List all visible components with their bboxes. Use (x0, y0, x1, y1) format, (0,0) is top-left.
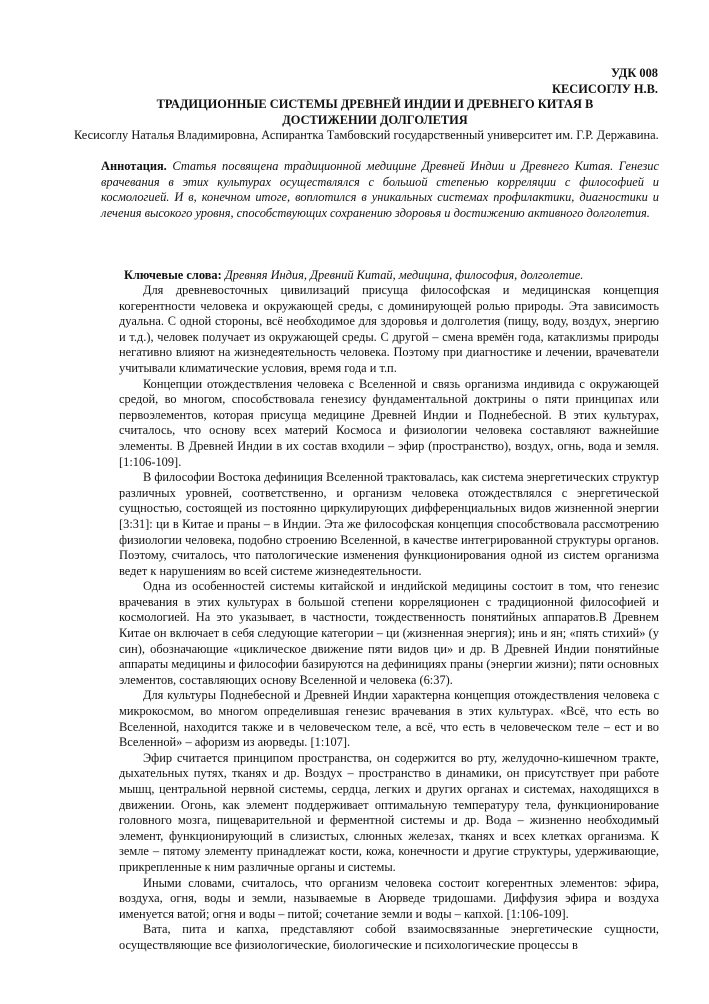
abstract-label: Аннотация. (101, 159, 167, 173)
body-paragraph: Концепции отождествления человека с Вселенной и связь организма индивида с окружающей средой, во многом, способствовала генезису фундаментальной доктрины о пяти принципах или первоэлементов, которая присуща медицине Древней Индии и Поднебесной. В этих культурах, считалось, что основу всех материй Космоса и физиологии человека составляют важнейшие элементы. В Древней Индии в их состав входили – эфир (пространство), воздух, огнь, вода и земля. [1:106-109]. (119, 376, 659, 469)
keywords-text: Древняя Индия, Древний Китай, медицина, философия, долголетие. (224, 268, 584, 282)
body-paragraph: Иными словами, считалось, что организм человека состоит когерентных элементов: эфира, воздуха, огня, воды и земли, называемые в Аюрведе тридошами. Диффузия эфира и воздуха именуется ватой; огня и воды – питой; сочетание земли и воды – капхой. [1:106-109]. (119, 875, 659, 921)
body-paragraph: Вата, пита и капха, представляют собой взаимосвязанные энергетические сущности, осуществляющие все физиологические, биологические и психологические процессы в (119, 922, 659, 952)
body-paragraph: Для древневосточных цивилизаций присуща философская и медицинская концепция когерентности человека и окружающей среды, с доминирующей ролью природы. Эта зависимость дуальна. С одной стороны, всё необходимое для здоровья и долголетия (пищу, воду, воздух, энергию и т.д.), человек получает из окружающей среды. С другой – смена времён года, катаклизмы природы негативно влияют на жизнедеятельность человека. Поэтому при диагностике и лечении, врачеватели учитывали климатические условия, время года и т.п. (119, 283, 659, 375)
keywords-label: Ключевые слова: (124, 268, 222, 282)
keywords (124, 268, 664, 284)
body-paragraph: Одна из особенностей системы китайской и индийской медицины состоит в том, что генезис врачевания в этих культурах в большой степени корреляционен с традиционной философией и космологией. На это указывает, в частности, тождественность понятийных аппаратов.В Древнем Китае он включает в себя следующие категории – ци (жизненная энергия); инь и ян; «пять стихий» (у син), обозначающие «циклическое движение пяти видов ци» и др. В Древней Индии понятийные аппараты медицины и философии базируются на дефинициях праны (энергии жизни); пяти основных элементов, составляющих основу Вселенной и человека (6:37). (119, 579, 659, 687)
udk-code: УДК 008 (610, 66, 658, 80)
abstract-text: Статья посвящена традиционной медицине Древней Индии и Древнего Китая. Генезис врачевания в этих культурах осуществлялся с большой степенью корреляции с философией и космологией. И в, конечном итоге, воплотился в уникальных системах профилактики, диагностики и лечения высокого уровня, способствующих сохранению здоровья и достижению активного долголетия. (101, 159, 659, 220)
article-title: ТРАДИЦИОННЫЕ СИСТЕМЫ ДРЕВНЕЙ ИНДИИ И ДРЕВНЕГО КИТАЯ В ДОСТИЖЕНИИ ДОЛГОЛЕТИЯ (156, 97, 594, 127)
body-paragraph: Эфир считается принципом пространства, он содержится во рту, желудочно-кишечном тракте, дыхательных путях, тканях и др. Воздух – пространство в динамики, он присутствует при работе мышц, центральной нервной системы, сердца, легких и других органах и системах, находящихся в движении. Огонь, как элемент поддерживает оптимальную температуру тела, функционирование головного мозга, пищеварительной и ферментной системы и др. Вода – жизненно необходимый элемент, функционирующий в слизистых, слюнных железах, тканях и всех клетках организма. К земле – пятому элементу принадлежат кости, кожа, конечности и другие структуры, удерживающие, прикрепленные к ним различные органы и системы. (119, 750, 659, 874)
body-paragraph: Для культуры Поднебесной и Древней Индии характерна концепция отождествления человека с микрокосмом, во многом определившая генезис врачевания в этих культурах. «Всё, что есть во Вселенной, находится также и в человеческом теле, а всё, что есть в человеческом теле – ест и во Вселенной» – афоризм из аюрведы. [1:107]. (119, 688, 659, 750)
abstract (101, 159, 659, 221)
article-body (119, 283, 659, 954)
author-affiliation: Кесисоглу Наталья Владимировна, Аспирантка Тамбовский государственный университет им. Г.Р. Державина. (74, 128, 659, 142)
body-paragraph: В философии Востока дефиниция Вселенной трактовалась, как система энергетических структур различных уровней, соответственно, и организм человека отождествлялся с энергетической сущностью, состоящей из постоянно циркулирующих дифференциальных видов жизненной энергии [3:31]: ци в Китае и праны – в Индии. Эта же философская концепция способствовала рассмотрению физиологии человека, подобно строению Вселенной, в качестве интегрированной структуры органов. Поэтому, считалось, что патологические изменения функционирования одной из систем организма ведет к нарушениям во всей системе жизнедеятельности. (119, 470, 659, 578)
author-header: КЕСИСОГЛУ Н.В. (552, 82, 658, 96)
